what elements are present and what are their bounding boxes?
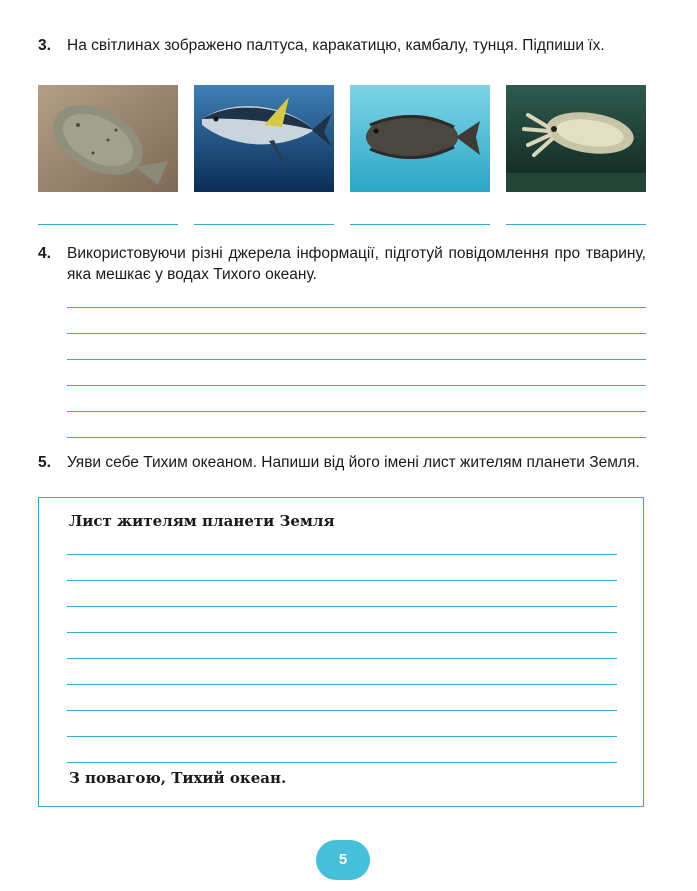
task-4 <box>38 243 646 287</box>
writing-line[interactable] <box>67 580 617 581</box>
task-number: 3. <box>38 37 51 54</box>
task-number: 4. <box>38 245 51 262</box>
writing-line[interactable] <box>67 411 646 412</box>
writing-line[interactable] <box>67 684 617 685</box>
letter-title: Лист жителям планети Земля <box>69 512 335 530</box>
task-text: Уяви себе Тихим океаном. Напиши від його імені лист жителям планети Земля. <box>67 454 640 471</box>
task-text: Використовуючи різні джерела інформації, підготуй повідомлення про тварину, яка мешкає у водах Тихого океану. <box>67 245 646 283</box>
answer-line[interactable] <box>350 224 490 225</box>
writing-line[interactable] <box>67 632 617 633</box>
writing-line[interactable] <box>67 606 617 607</box>
writing-line[interactable] <box>67 359 646 360</box>
writing-line[interactable] <box>67 658 617 659</box>
writing-line[interactable] <box>67 333 646 334</box>
page-number: 5 <box>316 840 370 880</box>
cuttlefish-photo <box>506 85 646 192</box>
answer-line[interactable] <box>194 224 334 225</box>
task-text: На світлинах зображено палтуса, каракатицю, камбалу, тунця. Підпиши їх. <box>67 37 605 54</box>
flounder-photo <box>38 85 178 192</box>
letter-box <box>38 497 644 807</box>
writing-line[interactable] <box>67 307 646 308</box>
writing-line[interactable] <box>67 736 617 737</box>
answer-line[interactable] <box>38 224 178 225</box>
halibut-photo <box>350 85 490 192</box>
tuna-photo <box>194 85 334 192</box>
letter-signature: З повагою, Тихий океан. <box>69 769 287 787</box>
writing-line[interactable] <box>67 385 646 386</box>
writing-line[interactable] <box>67 710 617 711</box>
task-3 <box>38 35 646 79</box>
writing-line[interactable] <box>67 437 646 438</box>
answer-line[interactable] <box>506 224 646 225</box>
task-number: 5. <box>38 454 51 471</box>
writing-line[interactable] <box>67 762 617 763</box>
writing-line[interactable] <box>67 554 617 555</box>
task-5 <box>38 452 646 496</box>
